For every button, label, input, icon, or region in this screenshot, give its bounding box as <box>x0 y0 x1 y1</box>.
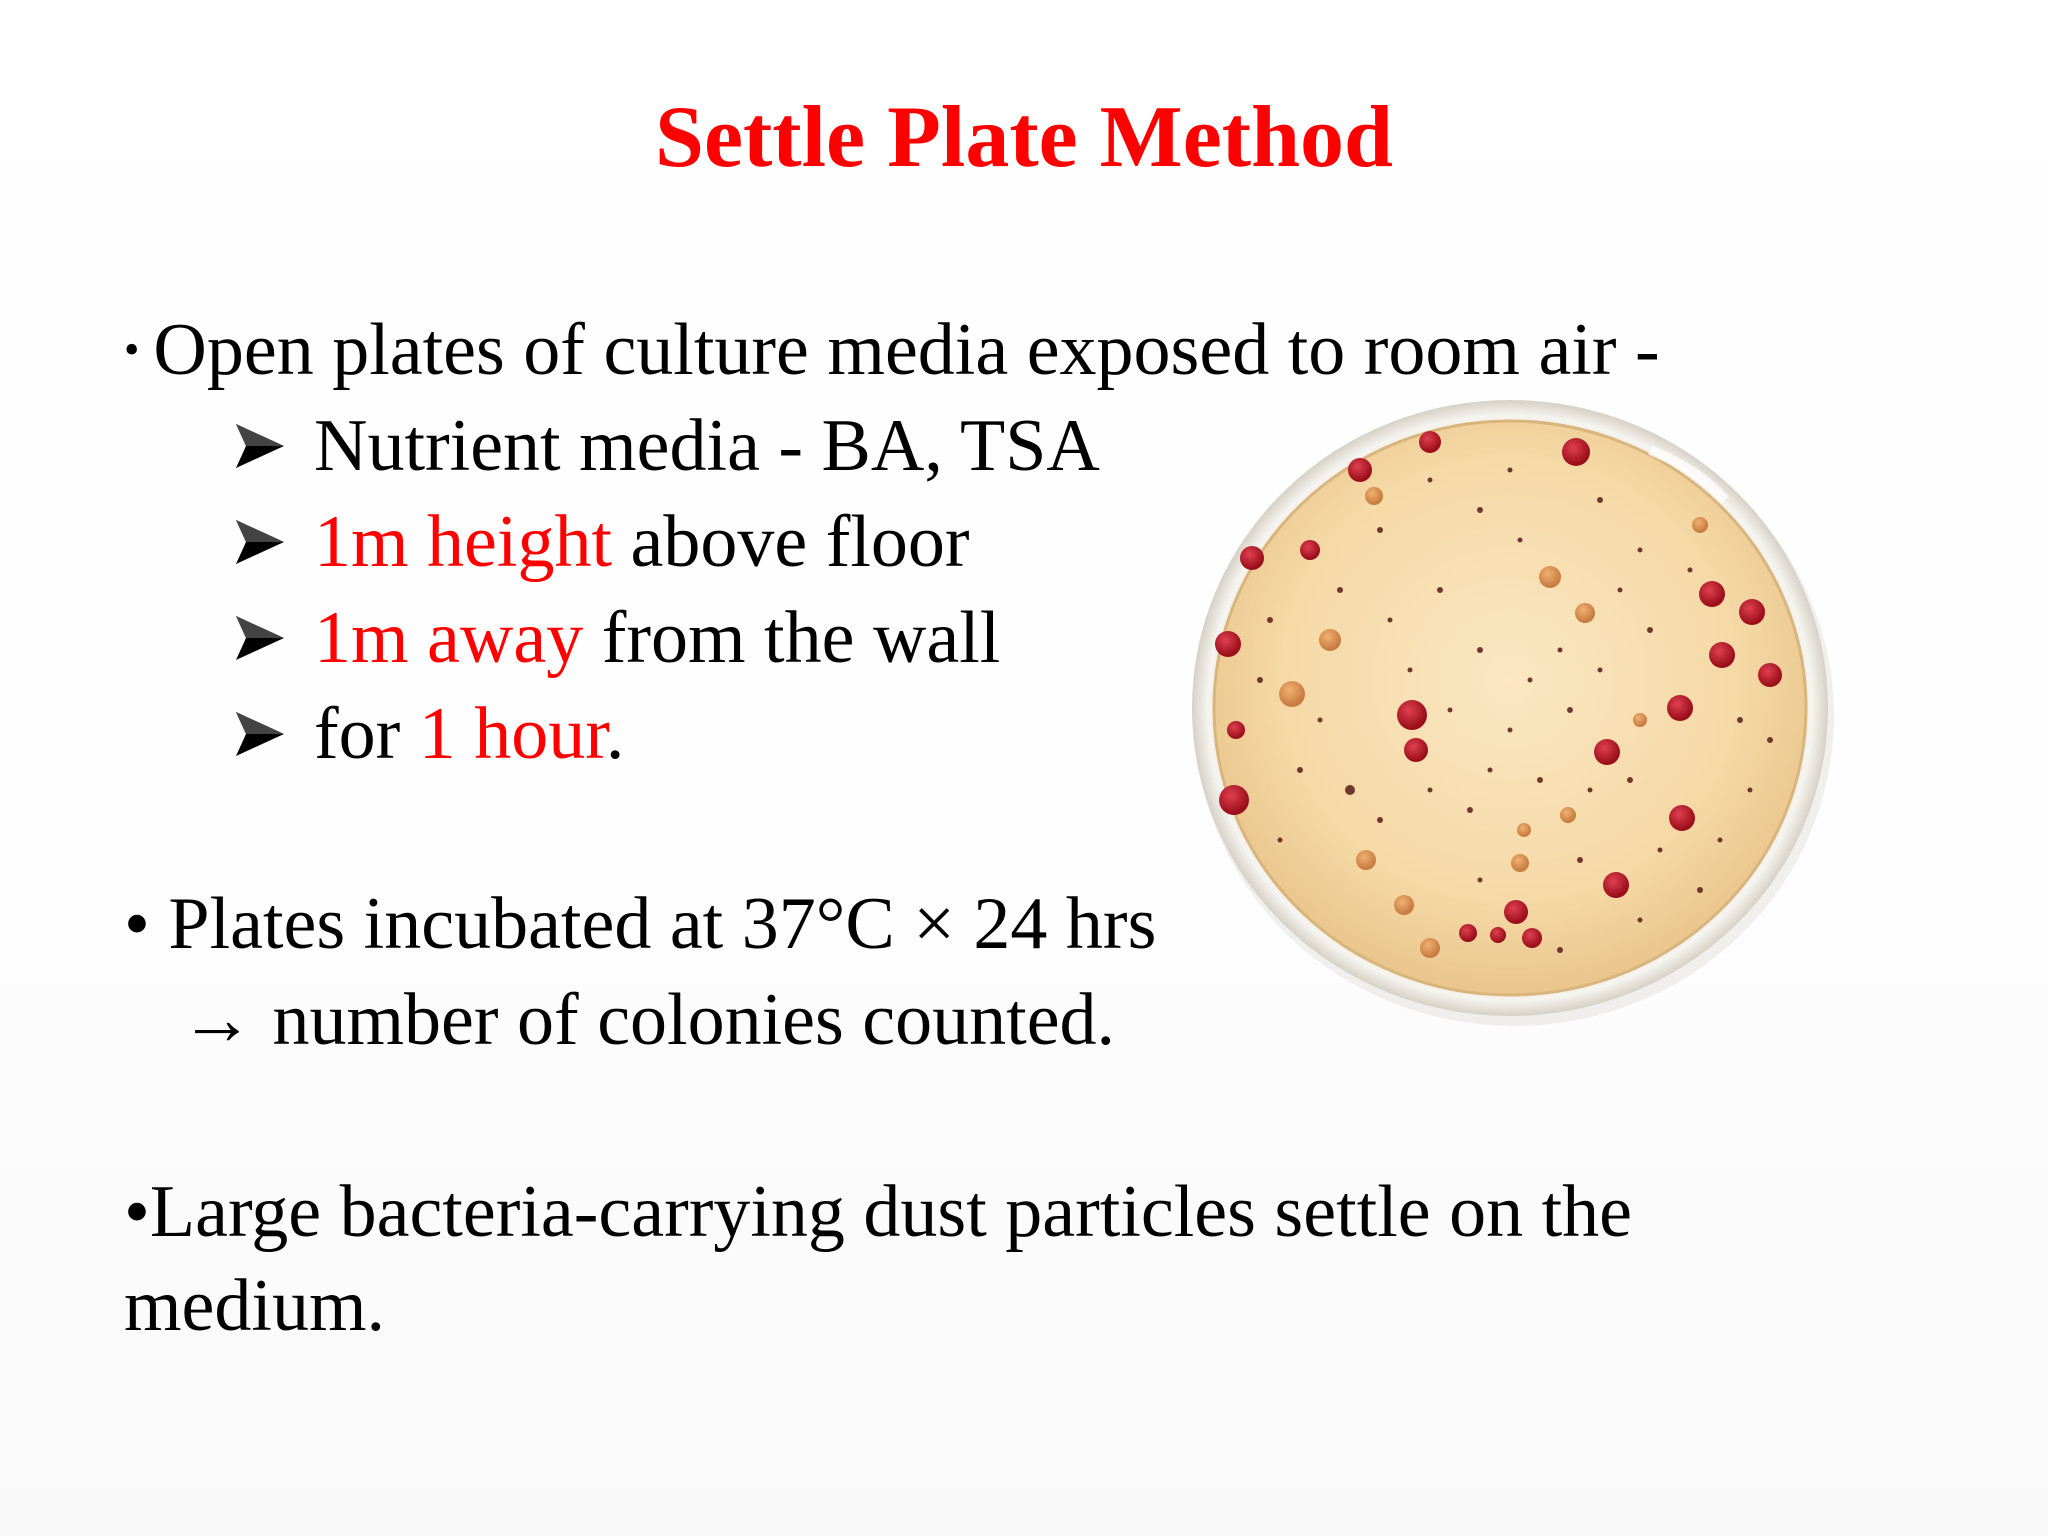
arrowhead-bullet-icon <box>232 516 288 568</box>
highlight-text: 1m height <box>314 501 613 583</box>
subpoint-text: for <box>314 693 419 775</box>
bullet-incubation <box>124 880 1156 968</box>
arrowhead-bullet-icon <box>232 708 288 760</box>
slide-title: Settle Plate Method <box>655 89 1393 186</box>
bullet-incubation-continued <box>180 976 1115 1064</box>
subpoint-nutrient-media <box>232 402 1100 490</box>
bullet-dot: • <box>124 883 150 965</box>
subpoint-text: Nutrient media - BA, TSA <box>314 405 1100 487</box>
bullet-text: Plates incubated at 37°C × 24 hrs <box>168 883 1157 965</box>
arrowhead-bullet-icon <box>232 420 288 472</box>
bullet-dust-particles-continued <box>124 1262 385 1350</box>
petri-dish-image <box>1180 390 1840 1030</box>
bullet-text: Open plates of culture media exposed to room air - <box>153 309 1660 391</box>
bullet-text: medium. <box>124 1265 386 1347</box>
bullet-dot: • <box>124 325 140 374</box>
arrowhead-bullet-icon <box>232 612 288 664</box>
highlight-text: 1m away <box>314 597 584 679</box>
subpoint-height <box>232 498 970 586</box>
bullet-open-plates <box>124 306 1660 394</box>
subpoint-text: from the wall <box>583 597 1001 679</box>
subpoint-text: above floor <box>612 501 970 583</box>
subpoint-distance <box>232 594 1000 682</box>
subpoint-duration <box>232 690 624 778</box>
subpoint-text: . <box>605 693 625 775</box>
bullet-text: → number of colonies counted. <box>180 979 1116 1061</box>
bullet-text: •Large bacteria-carrying dust particles settle on the <box>124 1171 1633 1253</box>
bullet-dust-particles <box>124 1168 1632 1256</box>
highlight-text: 1 hour <box>418 693 606 775</box>
